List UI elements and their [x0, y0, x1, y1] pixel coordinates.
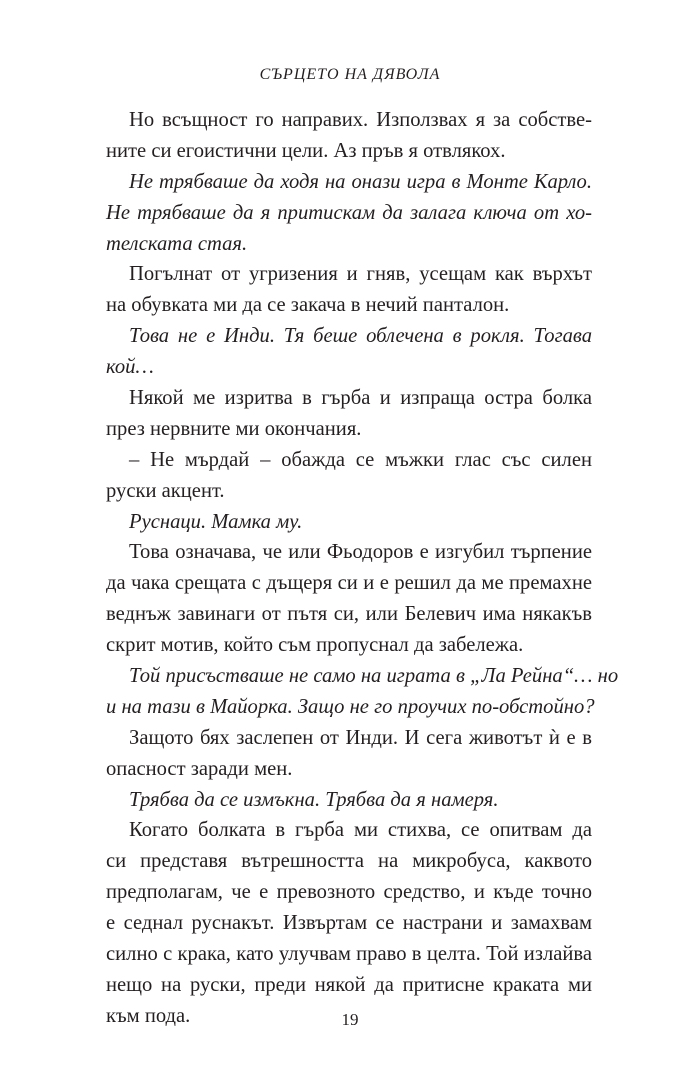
text-line: веднъж завинаги от пътя си, или Белевич има някакъв	[106, 603, 592, 626]
text-line: Това не е Инди. Тя беше облечена в рокля. Тогава	[129, 325, 592, 348]
text-line: Някой ме изритва в гърба и изпраща остра болка	[129, 387, 592, 410]
text-line: скрит мотив, който съм пропуснал да забележа.	[106, 634, 524, 657]
text-line: Не трябваше да ходя на онази игра в Монте Карло.	[129, 170, 592, 193]
text-line: Погълнат от угризения и гняв, усещам как върхът	[129, 263, 592, 286]
text-line: на обувката ми да се закача в нечий панталон.	[106, 294, 510, 317]
text-line: предполагам, че е превозното средство, и къде точно	[106, 881, 592, 904]
page-number: 19	[341, 1010, 359, 1029]
text-line: да чака срещата с дъщеря си и е решил да ме премахне	[106, 572, 592, 595]
text-line: Не трябваше да я притискам да залага ключа от хо-	[106, 201, 592, 224]
text-line: към пода.	[106, 1004, 191, 1027]
text-line: кой…	[106, 356, 154, 379]
body-text	[106, 105, 619, 1032]
text-line: – Не мърдай – обажда се мъжки глас със силен	[129, 448, 592, 471]
text-line: е седнал руснакът. Извъртам се настрани и замахвам	[106, 912, 592, 935]
text-line: Това означава, че или Фьодоров е изгубил търпение	[129, 541, 592, 564]
text-line: телската стая.	[106, 232, 248, 255]
text-line: Когато болката в гърба ми стихва, се опитвам да	[129, 819, 592, 842]
text-line: Той присъстваше не само на играта в „Ла Рейна“… но	[129, 665, 619, 688]
text-line: Но всъщност го направих. Използвах я за собстве-	[129, 109, 592, 131]
text-line: Защото бях заслепен от Инди. И сега животът ѝ е в	[129, 726, 592, 749]
text-line: силно с крака, като улучвам право в целта. Той излайва	[106, 943, 592, 966]
text-line: Руснаци. Мамка му.	[129, 510, 303, 533]
text-line: нещо на руски, преди някой да притисне краката ми	[106, 973, 592, 996]
text-line: и на тази в Майорка. Защо не го проучих по-обстойно?	[106, 695, 595, 718]
text-line: си представя вътрешността на микробуса, каквото	[106, 850, 592, 873]
text-line: руски акцент.	[106, 479, 225, 502]
text-line: Трябва да се измъкна. Трябва да я намеря.	[129, 788, 499, 811]
text-line: опасност заради мен.	[106, 757, 293, 780]
text-line: през нервните ми окончания.	[106, 417, 362, 440]
text-line: ните си егоистични цели. Аз пръв я отвлякох.	[106, 139, 506, 162]
running-title: СЪРЦЕТО НА ДЯВОЛА	[259, 66, 441, 83]
